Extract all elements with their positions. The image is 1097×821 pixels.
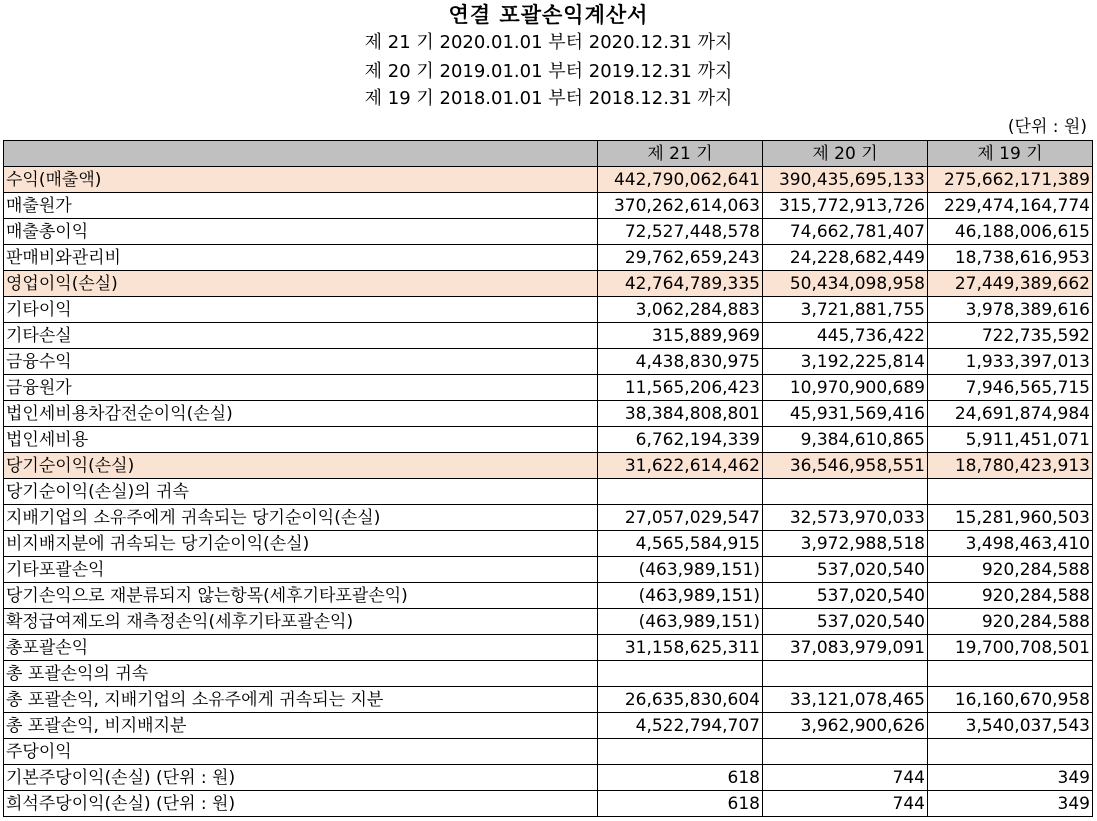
value-period-21: 4,565,584,915 bbox=[598, 531, 763, 557]
row-label: 매출원가 bbox=[4, 193, 598, 219]
value-period-19: 16,160,670,958 bbox=[928, 687, 1093, 713]
value-period-19: 19,700,708,501 bbox=[928, 635, 1093, 661]
value-period-20 bbox=[763, 479, 928, 505]
value-period-19: 27,449,389,662 bbox=[928, 271, 1093, 297]
value-period-19: 920,284,588 bbox=[928, 583, 1093, 609]
row-label: 금융원가 bbox=[4, 375, 598, 401]
value-period-21: 370,262,614,063 bbox=[598, 193, 763, 219]
value-period-21: 618 bbox=[598, 791, 763, 817]
value-period-20: 3,962,900,626 bbox=[763, 713, 928, 739]
value-period-19: 18,738,616,953 bbox=[928, 245, 1093, 271]
row-label: 수익(매출액) bbox=[4, 167, 598, 193]
table-row bbox=[4, 193, 1093, 219]
value-period-20: 445,736,422 bbox=[763, 323, 928, 349]
value-period-19: 3,498,463,410 bbox=[928, 531, 1093, 557]
value-period-21: 72,527,448,578 bbox=[598, 219, 763, 245]
row-label: 기본주당이익(손실) (단위 : 원) bbox=[4, 765, 598, 791]
value-period-20: 390,435,695,133 bbox=[763, 167, 928, 193]
row-label: 주당이익 bbox=[4, 739, 598, 765]
value-period-21: 4,438,830,975 bbox=[598, 349, 763, 375]
row-label: 총포괄손익 bbox=[4, 635, 598, 661]
table-row bbox=[4, 791, 1093, 817]
value-period-21: 3,062,284,883 bbox=[598, 297, 763, 323]
period-line-19: 제 19 기 2018.01.01 부터 2018.12.31 까지 bbox=[364, 88, 733, 109]
table-row bbox=[4, 323, 1093, 349]
table-row bbox=[4, 219, 1093, 245]
value-period-20: 744 bbox=[763, 791, 928, 817]
row-label: 당기손익으로 재분류되지 않는항목(세후기타포괄손익) bbox=[4, 583, 598, 609]
value-period-21: 31,158,625,311 bbox=[598, 635, 763, 661]
value-period-20: 744 bbox=[763, 765, 928, 791]
table-row bbox=[4, 635, 1093, 661]
unit-note: (단위 : 원) bbox=[1007, 117, 1087, 137]
value-period-20: 3,192,225,814 bbox=[763, 349, 928, 375]
value-period-19: 349 bbox=[928, 791, 1093, 817]
table-row bbox=[4, 713, 1093, 739]
table-row bbox=[4, 687, 1093, 713]
row-label: 기타포괄손익 bbox=[4, 557, 598, 583]
value-period-20: 24,228,682,449 bbox=[763, 245, 928, 271]
value-period-21 bbox=[598, 479, 763, 505]
header-row bbox=[4, 141, 1093, 167]
value-period-19: 275,662,171,389 bbox=[928, 167, 1093, 193]
row-label: 기타이익 bbox=[4, 297, 598, 323]
value-period-19 bbox=[928, 739, 1093, 765]
value-period-20: 37,083,979,091 bbox=[763, 635, 928, 661]
row-label: 지배기업의 소유주에게 귀속되는 당기순이익(손실) bbox=[4, 505, 598, 531]
period-line-21: 제 21 기 2020.01.01 부터 2020.12.31 까지 bbox=[364, 32, 733, 53]
value-period-21: 29,762,659,243 bbox=[598, 245, 763, 271]
value-period-20: 32,573,970,033 bbox=[763, 505, 928, 531]
table-row bbox=[4, 609, 1093, 635]
value-period-20: 36,546,958,551 bbox=[763, 453, 928, 479]
table-row bbox=[4, 349, 1093, 375]
value-period-19: 229,474,164,774 bbox=[928, 193, 1093, 219]
value-period-21: 31,622,614,462 bbox=[598, 453, 763, 479]
row-label: 확정급여제도의 재측정손익(세후기타포괄손익) bbox=[4, 609, 598, 635]
value-period-19: 1,933,397,013 bbox=[928, 349, 1093, 375]
value-period-20: 3,972,988,518 bbox=[763, 531, 928, 557]
table-row bbox=[4, 375, 1093, 401]
row-label: 금융수익 bbox=[4, 349, 598, 375]
row-label: 총 포괄손익, 비지배지분 bbox=[4, 713, 598, 739]
row-label: 판매비와관리비 bbox=[4, 245, 598, 271]
value-period-19: 920,284,588 bbox=[928, 557, 1093, 583]
value-period-21: 38,384,808,801 bbox=[598, 401, 763, 427]
header-period-20: 제 20 기 bbox=[763, 141, 928, 167]
value-period-19: 920,284,588 bbox=[928, 609, 1093, 635]
value-period-19: 15,281,960,503 bbox=[928, 505, 1093, 531]
row-label: 총 포괄손익의 귀속 bbox=[4, 661, 598, 687]
row-label: 기타손실 bbox=[4, 323, 598, 349]
table-row bbox=[4, 245, 1093, 271]
value-period-20: 315,772,913,726 bbox=[763, 193, 928, 219]
table-row bbox=[4, 271, 1093, 297]
header-period-19: 제 19 기 bbox=[928, 141, 1093, 167]
table-row bbox=[4, 661, 1093, 687]
value-period-20: 50,434,098,958 bbox=[763, 271, 928, 297]
value-period-21: 442,790,062,641 bbox=[598, 167, 763, 193]
value-period-19: 3,540,037,543 bbox=[928, 713, 1093, 739]
value-period-21: (463,989,151) bbox=[598, 583, 763, 609]
period-line-20: 제 20 기 2019.01.01 부터 2019.12.31 까지 bbox=[364, 61, 733, 82]
table-row bbox=[4, 739, 1093, 765]
value-period-20: 10,970,900,689 bbox=[763, 375, 928, 401]
value-period-19 bbox=[928, 661, 1093, 687]
header-label-cell bbox=[4, 141, 598, 167]
table-row bbox=[4, 505, 1093, 531]
value-period-20: 9,384,610,865 bbox=[763, 427, 928, 453]
row-label: 총 포괄손익, 지배기업의 소유주에게 귀속되는 지분 bbox=[4, 687, 598, 713]
value-period-21 bbox=[598, 661, 763, 687]
value-period-21: (463,989,151) bbox=[598, 557, 763, 583]
row-label: 매출총이익 bbox=[4, 219, 598, 245]
table-row bbox=[4, 297, 1093, 323]
value-period-21: 4,522,794,707 bbox=[598, 713, 763, 739]
row-label: 법인세비용 bbox=[4, 427, 598, 453]
row-label: 영업이익(손실) bbox=[4, 271, 598, 297]
value-period-21: 11,565,206,423 bbox=[598, 375, 763, 401]
value-period-21: 618 bbox=[598, 765, 763, 791]
table-row bbox=[4, 531, 1093, 557]
value-period-20 bbox=[763, 661, 928, 687]
value-period-21: 27,057,029,547 bbox=[598, 505, 763, 531]
value-period-20: 45,931,569,416 bbox=[763, 401, 928, 427]
value-period-21 bbox=[598, 739, 763, 765]
value-period-19: 46,188,006,615 bbox=[928, 219, 1093, 245]
row-label: 비지배지분에 귀속되는 당기순이익(손실) bbox=[4, 531, 598, 557]
value-period-19: 18,780,423,913 bbox=[928, 453, 1093, 479]
value-period-20 bbox=[763, 739, 928, 765]
value-period-21: 6,762,194,339 bbox=[598, 427, 763, 453]
table-row bbox=[4, 401, 1093, 427]
row-label: 당기순이익(손실) bbox=[4, 453, 598, 479]
value-period-19: 349 bbox=[928, 765, 1093, 791]
header-period-21: 제 21 기 bbox=[598, 141, 763, 167]
value-period-20: 537,020,540 bbox=[763, 583, 928, 609]
value-period-20: 537,020,540 bbox=[763, 609, 928, 635]
value-period-19: 7,946,565,715 bbox=[928, 375, 1093, 401]
value-period-21: 42,764,789,335 bbox=[598, 271, 763, 297]
value-period-20: 33,121,078,465 bbox=[763, 687, 928, 713]
value-period-20: 74,662,781,407 bbox=[763, 219, 928, 245]
value-period-19 bbox=[928, 479, 1093, 505]
value-period-20: 3,721,881,755 bbox=[763, 297, 928, 323]
value-period-19: 3,978,389,616 bbox=[928, 297, 1093, 323]
value-period-19: 5,911,451,071 bbox=[928, 427, 1093, 453]
page-title: 연결 포괄손익계산서 bbox=[448, 3, 649, 27]
value-period-20: 537,020,540 bbox=[763, 557, 928, 583]
table-row bbox=[4, 557, 1093, 583]
table-row bbox=[4, 427, 1093, 453]
table-row bbox=[4, 479, 1093, 505]
value-period-21: 26,635,830,604 bbox=[598, 687, 763, 713]
value-period-21: (463,989,151) bbox=[598, 609, 763, 635]
table-row bbox=[4, 167, 1093, 193]
income-statement-table bbox=[3, 140, 1093, 817]
table-row bbox=[4, 453, 1093, 479]
value-period-19: 722,735,592 bbox=[928, 323, 1093, 349]
table-row bbox=[4, 583, 1093, 609]
value-period-19: 24,691,874,984 bbox=[928, 401, 1093, 427]
row-label: 당기순이익(손실)의 귀속 bbox=[4, 479, 598, 505]
row-label: 법인세비용차감전순이익(손실) bbox=[4, 401, 598, 427]
value-period-21: 315,889,969 bbox=[598, 323, 763, 349]
row-label: 희석주당이익(손실) (단위 : 원) bbox=[4, 791, 598, 817]
table-row bbox=[4, 765, 1093, 791]
